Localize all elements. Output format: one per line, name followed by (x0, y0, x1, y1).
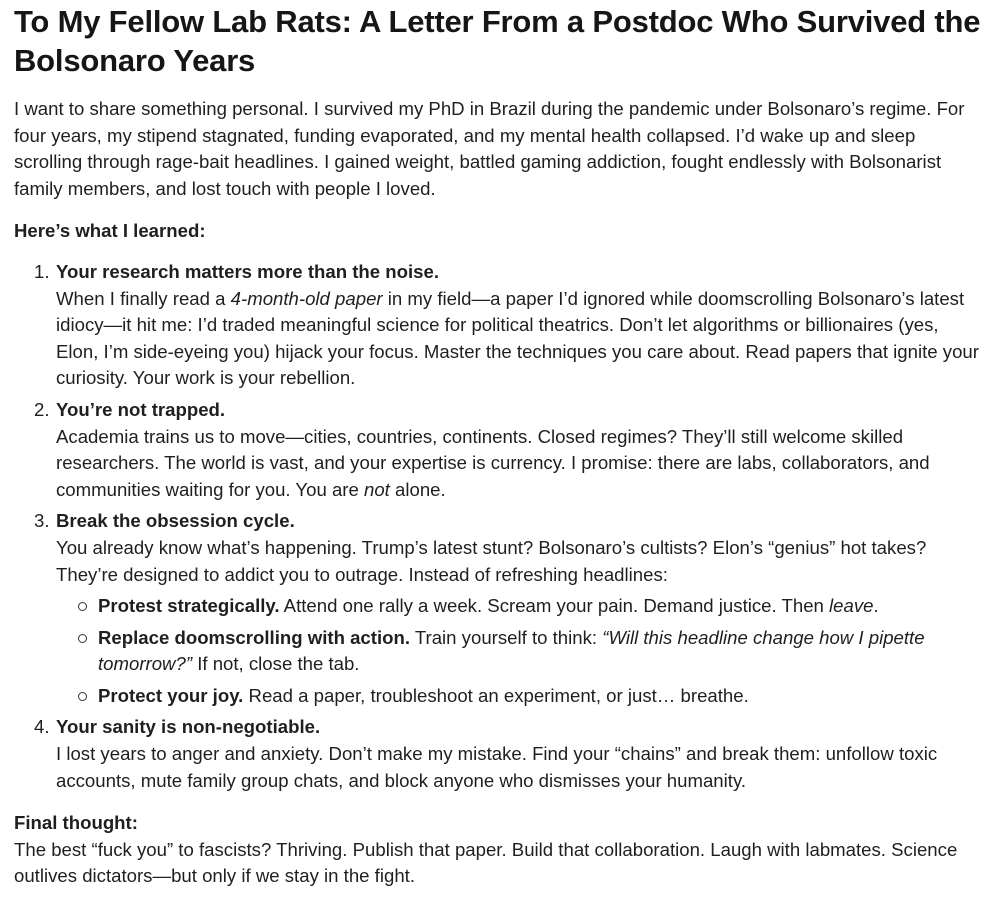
letter-title: To My Fellow Lab Rats: A Letter From a Postdoc Who Survived the Bolsonaro Years (14, 4, 981, 78)
circle-bullet-icon (78, 602, 87, 611)
lesson-number: 4. (34, 716, 50, 738)
final-heading: Final thought: (14, 812, 138, 834)
lesson-number: 3. (34, 510, 50, 532)
lesson-title: You’re not trapped. (56, 398, 226, 420)
lesson-number: 1. (34, 260, 50, 282)
lesson-text: When I finally read a 4-month-old paper in my field—a paper I’d ignored while doomscrolling Bolsonaro’s latest idiocy—it hit me: I’d traded meaningful science for political theatrics. Don’t let algorithms or billionaires (yes, Elon, I’m side-eyeing you) hijack your focus. Master the techniques you care about. Read papers that ignite your curiosity. Your work is your rebellion. (56, 287, 979, 389)
final-paragraph: The best “fuck you” to fascists? Thriving. Publish that paper. Build that collaboration. Laugh with labmates. Science outlives dictators—but only if we stay in the fight. (14, 838, 958, 887)
lesson-item (34, 259, 982, 392)
lesson-item (34, 508, 982, 709)
lesson-item (34, 714, 982, 794)
emphasis: “Will this headline change how I pipette tomorrow?” (98, 626, 925, 675)
sub-item: Protect your joy. Read a paper, troubleshoot an experiment, or just… breathe. (98, 683, 982, 710)
emphasis: 4-month-old paper (230, 287, 383, 309)
lesson-text: Academia trains us to move—cities, countries, continents. Closed regimes? They’ll still welcome skilled researchers. The world is vast, and your expertise is currency. I promise: there are labs, collaborators, and communities waiting for you. You are not alone. (56, 425, 930, 500)
intro-paragraph: I want to share something personal. I survived my PhD in Brazil during the pandemic under Bolsonaro’s regime. For four years, my stipend stagnated, funding evaporated, and my mental health collapsed. I’d wake up and sleep scrolling through rage-bait headlines. I gained weight, battled gaming addiction, fought endlessly with Bolsonarist family members, and lost touch with people I loved. (14, 98, 965, 199)
sub-item: Replace doomscrolling with action. Train yourself to think: “Will this headline change how I pipette tomorrow?” If not, close the tab. (98, 625, 982, 678)
lesson-item (34, 397, 982, 503)
lesson-text: I lost years to anger and anxiety. Don’t make my mistake. Find your “chains” and break them: unfollow toxic accounts, mute family group chats, and block anyone who dismisses your humanity. (56, 743, 938, 791)
lesson-number: 2. (34, 398, 50, 420)
circle-bullet-icon (78, 692, 87, 701)
lesson-title: Your sanity is non-negotiable. (56, 716, 321, 738)
lesson-text: You already know what’s happening. Trump’s latest stunt? Bolsonaro’s cultists? Elon’s “genius” hot takes? They’re designed to addict you to outrage. Instead of refreshing headlines: (56, 536, 927, 585)
emphasis: not (364, 478, 390, 500)
lesson-title: Break the obsession cycle. (56, 510, 295, 532)
sub-item-title: Replace doomscrolling with action. (98, 626, 411, 648)
lessons-list (14, 259, 982, 794)
emphasis: leave (829, 595, 874, 617)
lesson-title: Your research matters more than the noise. (56, 260, 440, 282)
sub-item-title: Protest strategically. (98, 595, 280, 617)
learned-heading: Here’s what I learned: (14, 220, 206, 242)
sub-item-title: Protect your joy. (98, 684, 244, 706)
sub-list (56, 593, 982, 709)
sub-item: Protest strategically. Attend one rally a week. Scream your pain. Demand justice. Then leave. (98, 593, 982, 620)
circle-bullet-icon (78, 634, 87, 643)
